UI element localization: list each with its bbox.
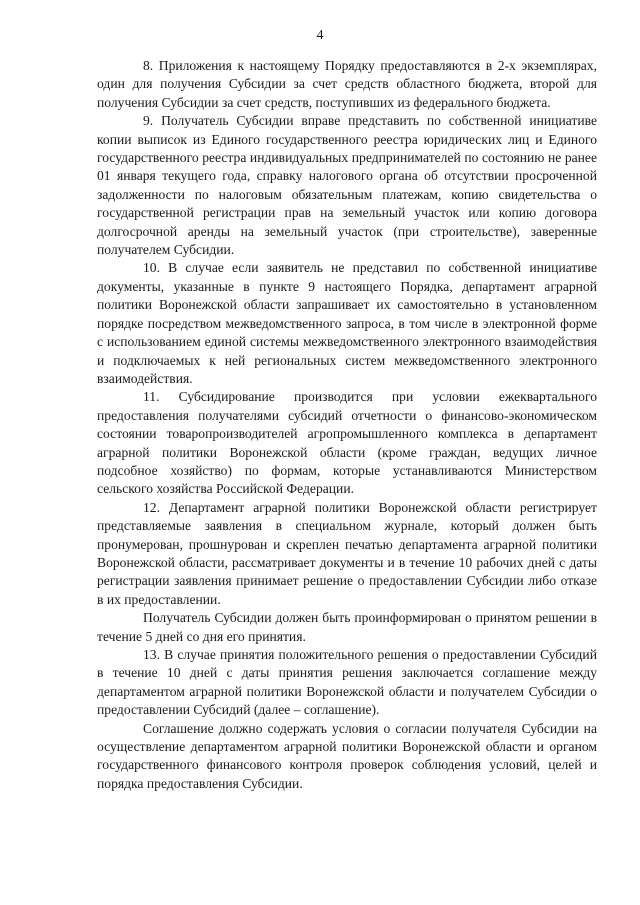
page-number: 4 [316,28,324,43]
paragraph-8-applications-copies: 8. Приложения к настоящему Порядку предоставляются в 2-х экземплярах, один для получения Субсидии за счет средств областного бюджета, второй для получения Субсидии за счет средств, поступивших из федерального бюджета. [97,58,597,110]
paragraph-11-quarterly-reporting: 11. Субсидирование производится при условии ежеквартального предоставления получателями субсидий отчетности о финансово-экономическом состоянии товаропроизводителей агропромышленного комплекса в департамент аграрной политики Воронежской области (кроме граждан, ведущих личное подсобное хозяйство) по формам, которые устанавливаются Министерством сельского хозяйства Российской Федерации. [97,389,597,497]
paragraph-13-agreement-conditions: Соглашение должно содержать условия о согласии получателя Субсидии на осуществление департаментом аграрной политики Воронежской области и органом государственного финансового контроля проверок соблюдения условий, целей и порядка предоставления Субсидии. [97,720,597,791]
paragraph-13-agreement: 13. В случае принятия положительного решения о предоставлении Субсидий в течение 10 дней с даты принятия решения заключается соглашение между департаментом аграрной политики Воронежской области и получателем Субсидии о предоставлении Субсидий (далее – соглашение). [97,647,597,718]
paragraph-10-interagency-request: 10. В случае если заявитель не представил по собственной инициативе документы, указанные в пункте 9 настоящего Порядка, департамент аграрной политики Воронежской области запрашивает их самостоятельно в установленном порядке посредством межведомственного запроса, в том числе в электронной форме с использованием единой системы межведомственного электронного взаимодействия и подключаемых к ней региональных систем межведомственного электронного взаимодействия. [97,260,597,386]
paragraph-9-optional-documents: 9. Получатель Субсидии вправе представить по собственной инициативе копии выписок из Единого государственного реестра юридических лиц и Единого государственного реестра индивидуальных предпринимателей по состоянию не ранее 01 января текущего года, справку налогового органа об отсутствии просроченной задолженности по налоговым обязательным платежам, копию свидетельства о государственной регистрации прав на земельный участок или копию договора долгосрочной аренды на земельный участок (при строительстве), заверенные получателем Субсидии. [97,113,597,258]
paragraph-12-registration: 12. Департамент аграрной политики Воронежской области регистрирует представляемые заявления в специальном журнале, который должен быть пронумерован, прошнурован и скреплен печатью департамента аграрной политики Воронежской области, рассматривает документы и в течение 10 рабочих дней с даты регистрации заявления принимает решение о предоставлении Субсидии либо отказе в их предоставлении. [97,499,597,607]
document-body [97,57,597,793]
paragraph-12-notification: Получатель Субсидии должен быть проинформирован о принятом решении в течение 5 дней со дня его принятия. [97,610,597,644]
